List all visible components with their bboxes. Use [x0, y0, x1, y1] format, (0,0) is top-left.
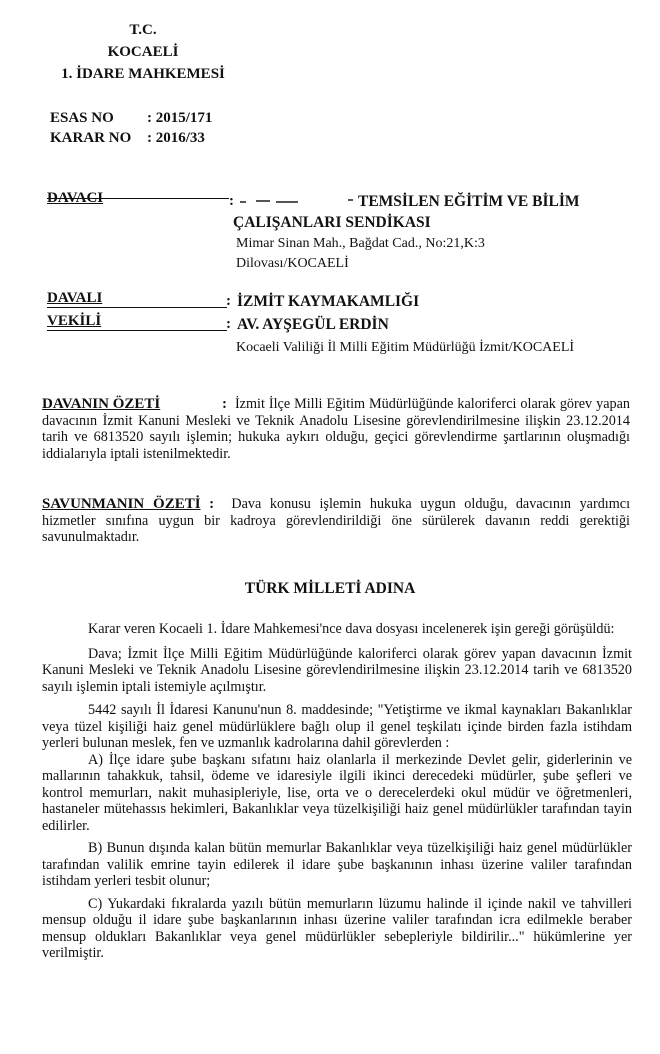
- defense-summary-label: SAVUNMANIN ÖZETİ: [42, 496, 201, 512]
- plaintiff-label-underline: [47, 198, 229, 199]
- defense-summary-sep: :: [209, 496, 215, 512]
- plaintiff-name-line1: TEMSİLEN EĞİTİM VE BİLİM: [358, 193, 580, 210]
- plaintiff-label: DAVACI: [47, 190, 104, 206]
- body-paragraph-4: A) İlçe idare şube başkanı sıfatını haiz olanlarla il merkezinde Devlet gelir, giderlerinin ve mallarının tahakkuk, tahsil, ödeme ve idaresiyle ilgili ikinci derecedeki müdürler, şube şefleri ve kontrol memurları, nakit muhasipleriyle, lise, orta ve o derecelerdeki okul müdür ve öğretmenleri, hastaneler mütehassıs hekimleri, Bakanlıklar veya tüzelkişiliği haiz genel müdürlükler tarafından tayin edilirler.: [42, 751, 632, 834]
- attorney-label-underline: [47, 330, 227, 331]
- plaintiff-sep: :: [229, 193, 234, 209]
- plaintiff-address-line2: Dilovası/KOCAELİ: [236, 256, 349, 271]
- header-city: KOCAELİ: [107, 44, 179, 60]
- plaintiff-address-line1: Mimar Sinan Mah., Bağdat Cad., No:21,K:3: [236, 236, 485, 251]
- body-paragraph-3: 5442 sayılı İl İdaresi Kanunu'nun 8. maddesinde; "Yetiştirme ve ikmal kaynakları Bakanlıklar veya tüzel kişiliği haiz genel müdürlüklere bağlı olup il genel teşkilatı içinde birden fazla istihdam yerleri bulunan meslek, fen ve uzmanlık kadrolarına dahil görevlerden :: [42, 702, 632, 751]
- body-paragraph-2: Dava; İzmit İlçe Milli Eğitim Müdürlüğünde kaloriferci olarak görev yapan davacının İzmit Kanuni Mesleki ve Teknik Anadolu Lisesine görevlendirilmesine ilişkin 23.12.2014 tarih ve 6813520 sayılı işlemin iptali istemiyle açılmıştır.: [42, 645, 632, 695]
- attorney-sep: :: [226, 316, 231, 332]
- esas-value: : 2015/171: [147, 110, 213, 126]
- defense-summary-text: Dava konusu işlemin hukuka uygun olduğu, davacının yardımcı hizmetler sınıfına uygun bir kadroya görevlendirildiği öne sürülerek davanın reddi gerektiği savunulmaktadır.: [42, 496, 631, 545]
- defendant-sep: :: [226, 293, 231, 309]
- defendant-name: İZMİT KAYMAKAMLIĞI: [237, 293, 420, 310]
- redacted-name: [236, 199, 356, 209]
- case-summary-label: DAVANIN ÖZETİ: [42, 396, 161, 412]
- esas-label: ESAS NO: [50, 110, 114, 126]
- defendant-label: DAVALI: [47, 290, 103, 306]
- case-summary-text: İzmit İlçe Milli Eğitim Müdürlüğünde kaloriferci olarak görev yapan davacının İzmit Kanuni Mesleki ve Teknik Anadolu Lisesine görevlendirilmesine ilişkin 23.12.2014 tarih ve 6813520 sayılı işlemin; hukuka aykırı olduğu, geçici görevlendirme şartlarının oluşmadığı iddialarıyla iptali istenilmektedir.: [42, 396, 630, 462]
- header-court: 1. İDARE MAHKEMESİ: [61, 66, 225, 82]
- attorney-name: AV. AYŞEGÜL ERDİN: [237, 316, 389, 333]
- attorney-address: Kocaeli Valiliği İl Milli Eğitim Müdürlüğü İzmit/KOCAELİ: [236, 340, 575, 355]
- plaintiff-name-line2: ÇALIŞANLARI SENDİKASI: [233, 214, 431, 231]
- defendant-label-underline: [47, 307, 227, 308]
- case-summary-sep: :: [222, 396, 227, 412]
- attorney-label: VEKİLİ: [47, 313, 102, 329]
- karar-label: KARAR NO: [50, 130, 132, 146]
- section-title: TÜRK MİLLETİ ADINA: [244, 580, 416, 597]
- body-paragraph-1: Karar veren Kocaeli 1. İdare Mahkemesi'nce dava dosyası incelenerek işin gereği görüşüldü:: [88, 621, 615, 637]
- decision-body: [42, 621, 632, 962]
- body-paragraph-6: C) Yukardaki fıkralarda yazılı bütün memurların lüzumu halinde il içinde nakil ve tahvilleri mensup olduğu il idare şube başkanlarının inhası üzerine valiler tarafından icra edilmekle beraber mensup oldukları Bakanlıklar veya genel müdürlükler sebepleriyle bildirilir..." hükümlerine yer verilmiştir.: [42, 895, 632, 961]
- header-tc: T.C.: [129, 22, 157, 38]
- defense-summary: [42, 496, 630, 546]
- case-summary: [42, 396, 630, 462]
- body-paragraph-5: B) Bunun dışında kalan bütün memurlar Bakanlıklar veya tüzelkişiliği haiz genel müdürlükler tarafından valilik emrine tayin edilerek il idare şube başkanının inhası üzerine valiler tarafından istihdam yerleri tesbit olunur;: [42, 840, 632, 889]
- karar-value: : 2016/33: [147, 130, 205, 146]
